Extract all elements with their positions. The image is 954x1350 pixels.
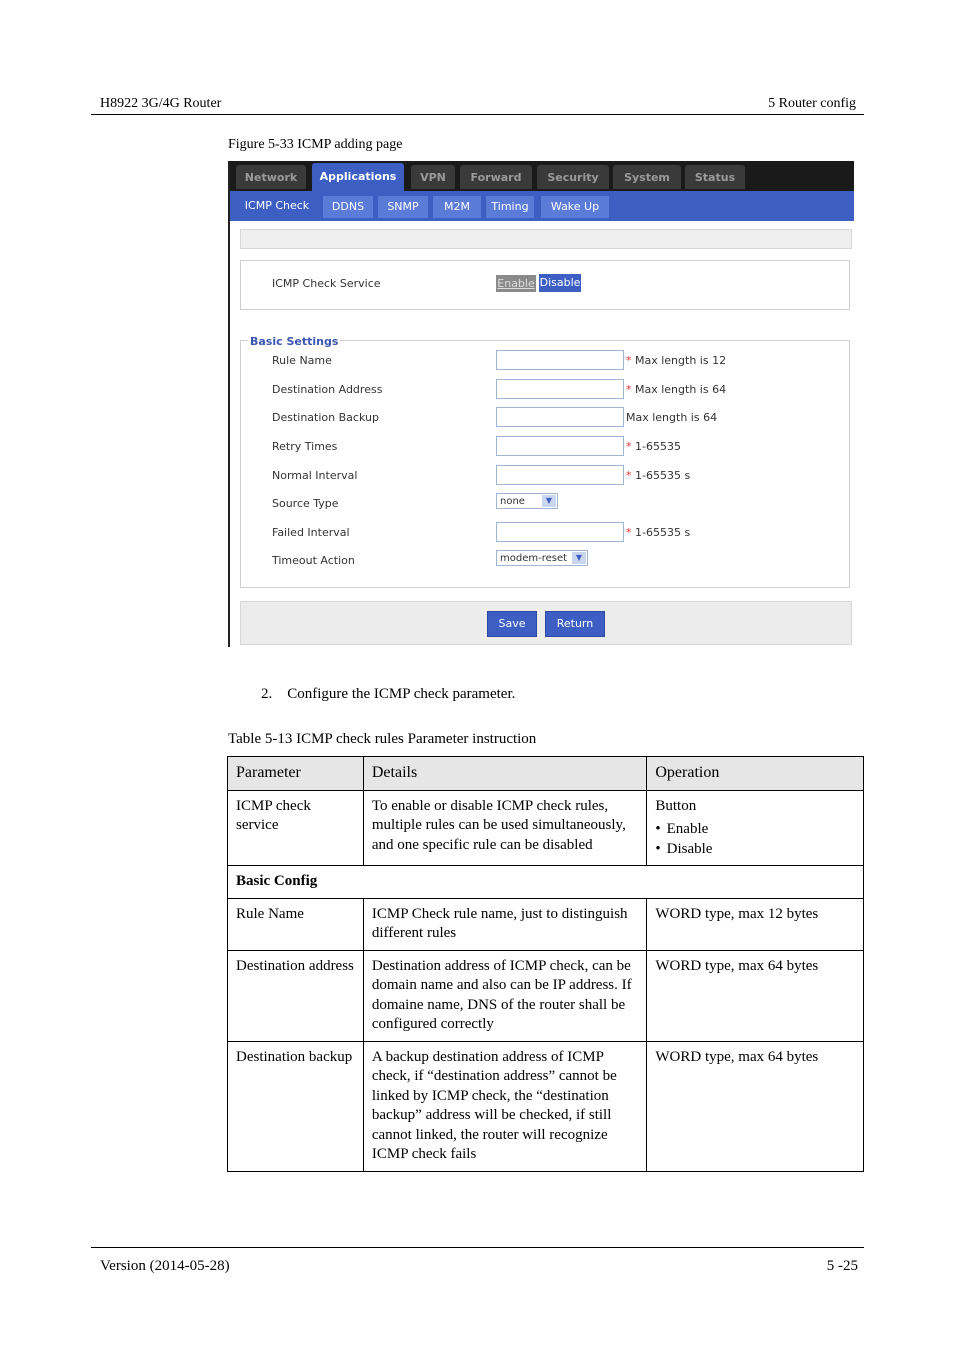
select-value: none	[500, 496, 525, 507]
operation-list	[655, 820, 855, 859]
operation-cell: WORD type, max 12 bytes	[647, 898, 864, 950]
destination-address-input[interactable]	[496, 379, 624, 399]
rule-name-input[interactable]	[496, 350, 624, 370]
field-label: Destination Backup	[272, 411, 379, 424]
field-hint	[626, 383, 726, 396]
tab-vpn[interactable]: VPN	[411, 165, 455, 189]
details-cell: Destination address of ICMP check, can be domain name and also can be IP address. If domaine name, DNS of the router shall be configured correctly	[363, 950, 647, 1041]
operation-cell: WORD type, max 64 bytes	[647, 950, 864, 1041]
header-cell: Details	[363, 757, 647, 791]
tab-network[interactable]: Network	[236, 165, 306, 189]
subtab-ddns[interactable]: DDNS	[323, 196, 373, 218]
router-ui-screenshot	[228, 161, 854, 647]
header-cell: Operation	[647, 757, 864, 791]
page-number: 5 -25	[826, 1258, 858, 1274]
list-item	[655, 820, 855, 840]
required-mark: *	[626, 469, 632, 482]
tab-status[interactable]: Status	[685, 165, 745, 189]
sub-tab-bar	[230, 191, 854, 221]
field-hint	[626, 526, 690, 539]
hint-text: Max length is 64	[635, 383, 727, 396]
tab-system[interactable]: System	[613, 165, 681, 189]
param-cell: Destination address	[228, 950, 364, 1041]
table-row	[228, 950, 864, 1041]
header-chapter: 5 Router config	[768, 96, 856, 111]
details-cell: A backup destination address of ICMP check, if “destination address” cannot be linked by ICMP check, the “destination backup” address will be checked, if still cannot linked, the router will recognize ICMP check fails	[363, 1041, 647, 1171]
hint-text: Max length is 12	[635, 354, 727, 367]
basic-settings-legend: Basic Settings	[250, 335, 339, 348]
header-title: H8922 3G/4G Router	[100, 96, 222, 111]
table-header-row	[228, 757, 864, 791]
retry-times-input[interactable]	[496, 436, 624, 456]
chevron-down-icon: ▼	[542, 495, 556, 507]
destination-backup-input[interactable]	[496, 407, 624, 427]
return-button[interactable]: Return	[545, 611, 605, 637]
chevron-down-icon: ▼	[572, 552, 586, 564]
field-hint	[626, 411, 717, 424]
field-label: Retry Times	[272, 440, 338, 453]
main-tab-bar	[230, 161, 854, 191]
figure-caption: Figure 5-33 ICMP adding page	[228, 137, 403, 152]
timeout-action-select[interactable]	[496, 550, 588, 566]
table-caption: Table 5-13 ICMP check rules Parameter instruction	[228, 731, 537, 747]
required-mark: *	[626, 383, 632, 396]
enable-button[interactable]: Enable	[497, 277, 535, 290]
section-cell: Basic Config	[228, 866, 864, 899]
param-cell: Destination backup	[228, 1041, 364, 1171]
subtab-m2m[interactable]: M2M	[433, 196, 481, 218]
hint-text: 1-65535 s	[635, 526, 691, 539]
field-hint	[626, 469, 690, 482]
field-label: Destination Address	[272, 383, 383, 396]
header-rule	[91, 114, 864, 115]
details-cell: ICMP Check rule name, just to distinguish different rules	[363, 898, 647, 950]
footer-rule	[91, 1247, 864, 1248]
field-label: Timeout Action	[272, 554, 355, 567]
hint-text: 1-65535 s	[635, 469, 691, 482]
table-row	[228, 1041, 864, 1171]
failed-interval-input[interactable]	[496, 522, 624, 542]
bullet-text: Enable	[666, 821, 709, 837]
parameter-table	[227, 756, 864, 1172]
table-row	[228, 790, 864, 866]
required-mark: *	[626, 526, 632, 539]
field-hint	[626, 354, 726, 367]
normal-interval-input[interactable]	[496, 465, 624, 485]
subtab-wake-up[interactable]: Wake Up	[541, 196, 609, 218]
operation-cell: WORD type, max 64 bytes	[647, 1041, 864, 1171]
field-label: Source Type	[272, 497, 339, 510]
hint-text: Max length is 64	[626, 411, 718, 424]
header-cell: Parameter	[228, 757, 364, 791]
param-cell: Rule Name	[228, 898, 364, 950]
select-value: modem-reset	[500, 553, 568, 564]
service-label: ICMP Check Service	[272, 277, 381, 290]
param-cell: ICMP check service	[228, 790, 364, 866]
required-mark: *	[626, 354, 632, 367]
save-button[interactable]: Save	[487, 611, 537, 637]
tab-security[interactable]: Security	[537, 165, 609, 189]
table-section-row	[228, 866, 864, 899]
step-text: 2. Configure the ICMP check parameter.	[261, 686, 516, 702]
subtab-icmp-check[interactable]: ICMP Check	[236, 194, 318, 221]
field-hint	[626, 440, 681, 453]
tab-applications[interactable]: Applications	[312, 163, 404, 191]
list-item	[655, 840, 855, 860]
operation-text: Button	[655, 797, 697, 814]
field-label: Normal Interval	[272, 469, 358, 482]
info-bar	[240, 229, 852, 249]
bullet-text: Disable	[666, 840, 713, 857]
disable-button[interactable]: Disable	[539, 274, 581, 292]
tab-forward[interactable]: Forward	[460, 165, 532, 189]
footer-version: Version (2014-05-28)	[100, 1258, 230, 1274]
source-type-select[interactable]	[496, 493, 558, 509]
table-row	[228, 898, 864, 950]
required-mark: *	[626, 440, 632, 453]
operation-cell	[647, 790, 864, 866]
field-label: Rule Name	[272, 354, 332, 367]
subtab-timing[interactable]: Timing	[486, 196, 534, 218]
details-cell: To enable or disable ICMP check rules, multiple rules can be used simultaneously, and one specific rule can be disabled	[363, 790, 647, 866]
field-label: Failed Interval	[272, 526, 350, 539]
subtab-snmp[interactable]: SNMP	[378, 196, 428, 218]
hint-text: 1-65535	[635, 440, 681, 453]
